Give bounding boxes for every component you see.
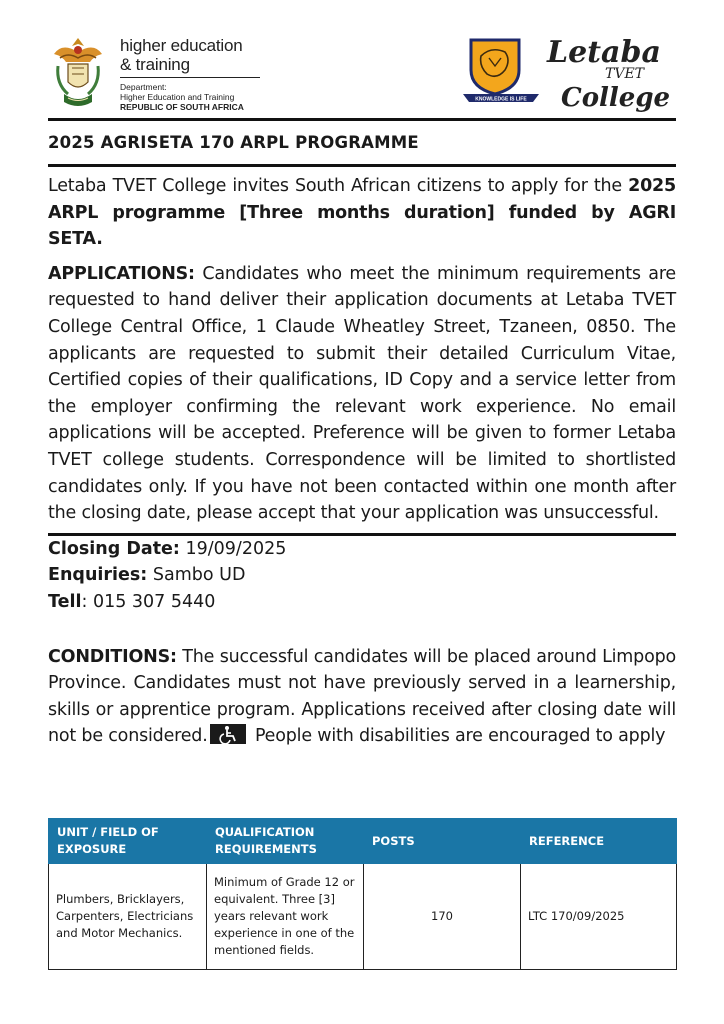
conditions-label: CONDITIONS: xyxy=(48,646,177,667)
applications-label: APPLICATIONS: xyxy=(48,263,195,284)
college-motto: KNOWLEDGE IS LIFE xyxy=(475,96,527,103)
enquiries-label: Enquiries: xyxy=(48,565,148,586)
dept-sub-line2: Higher Education and Training xyxy=(120,92,235,102)
header xyxy=(48,28,676,118)
college-name-line1: Letaba xyxy=(547,35,661,70)
intro-paragraph xyxy=(48,173,676,253)
table-header-row xyxy=(49,819,677,864)
applications-paragraph xyxy=(48,261,676,527)
header-posts: POSTS xyxy=(364,819,521,864)
college-logo xyxy=(461,32,676,112)
enquiries-value: Sambo UD xyxy=(147,565,246,586)
header-unit: UNIT / FIELD OF EXPOSURE xyxy=(49,819,207,864)
coat-of-arms-icon xyxy=(48,32,108,112)
department-logo xyxy=(48,32,268,112)
conditions-paragraph xyxy=(48,644,676,750)
college-wordmark xyxy=(545,32,677,112)
title-bottom-rule xyxy=(48,164,676,167)
advert-page xyxy=(48,28,676,957)
cell-reference: LTC 170/09/2025 xyxy=(521,864,677,970)
dept-title-line1: higher education xyxy=(120,36,243,55)
requirements-table xyxy=(48,818,677,970)
college-name-line2: TVET xyxy=(605,66,645,82)
telephone xyxy=(48,589,676,616)
applications-text: Candidates who meet the minimum requirements are requested to hand deliver their application documents at Letaba TVET College Central Office, 1 Claude Wheatley Street, Tzaneen, 0850. The applicants are requested to submit their detailed Curriculum Vitae, Certified copies of their qualifications, ID Copy and a service letter from the employer confirming the relevant work experience. No email applications will be accepted. Preference will be given to former Letaba TVET college students. Correspondence will be limited to shortlisted candidates only. If you have not been contacted within one month after the closing date, please accept that your application was unsuccessful. xyxy=(48,263,676,524)
table-row xyxy=(49,864,677,970)
closing-value: 19/09/2025 xyxy=(179,538,287,559)
dept-sub-line3: REPUBLIC OF SOUTH AFRICA xyxy=(120,102,244,112)
enquiries xyxy=(48,562,676,589)
cell-unit: Plumbers, Bricklayers, Carpenters, Electricians and Motor Mechanics. xyxy=(49,864,207,970)
letaba-shield-icon xyxy=(461,36,541,108)
intro-bold: 2025 ARPL programme [Three months duration] funded by AGRI SETA. xyxy=(48,176,676,250)
conditions-text2: People with disabilities are encouraged to apply xyxy=(249,726,666,747)
college-name-line3: College xyxy=(561,83,671,112)
dept-sub-line1: Department: xyxy=(120,82,167,92)
cell-posts: 170 xyxy=(364,864,521,970)
wheelchair-icon xyxy=(210,724,246,744)
closing-label: Closing Date: xyxy=(48,538,180,559)
closing-date xyxy=(48,536,676,563)
tell-value: : 015 307 5440 xyxy=(81,591,216,612)
dept-divider xyxy=(120,77,260,78)
contact-block xyxy=(48,536,676,616)
conditions-text: The successful candidates will be placed around Limpopo Province. Candidates must not have previously served in a learnership, skills or apprentice program. Applications received after closing date will not be considered. xyxy=(48,646,676,747)
dept-title-line2: & training xyxy=(120,55,190,74)
header-qualification: QUALIFICATION REQUIREMENTS xyxy=(207,819,364,864)
page-title: 2025 AGRISETA 170 ARPL PROGRAMME xyxy=(48,133,419,152)
intro-text: Letaba TVET College invites South African citizens to apply for the xyxy=(48,176,629,196)
tell-label: Tell xyxy=(48,591,82,612)
header-reference: REFERENCE xyxy=(521,819,677,864)
cell-qualification: Minimum of Grade 12 or equivalent. Three [3] years relevant work experience in one of the mentioned fields. xyxy=(207,864,364,970)
